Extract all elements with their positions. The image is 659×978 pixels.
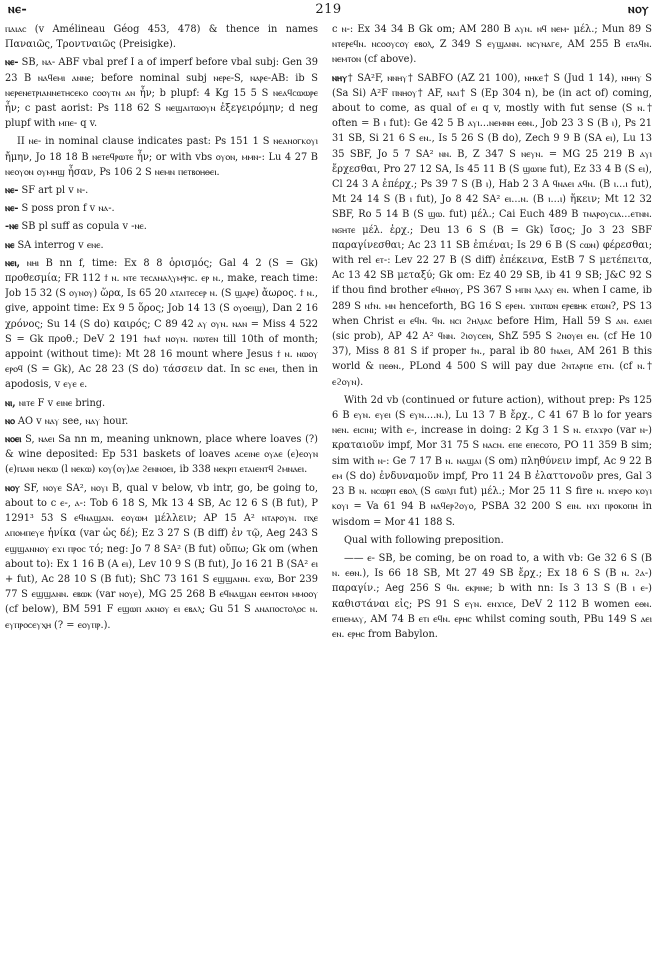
entry-text: II ⲛⲉ- in nominal clause indicates past: Ps 151 1 S ⲛⲉⲁⲛⲟⲅⲕⲟⲩⲓ ἤμην, Jo 18 18 B ⲛⲉⲧⲉϥⲣⲱⲧⲉ ἦν; or with vbs ⲟⲩⲟⲛ, ⲙⲙⲛ-: Lu 4 27 B ⲛⲉⲟⲩⲟⲛ ⲟⲩⲙⲏϣ ἦσαν, Ps 106 2 S ⲛⲉⲙⲛ ⲡⲉⲧⲃⲟⲏⲑⲉⲓ. — [5, 136, 318, 178]
entry-headword: ⲛⲟⲩ — [5, 482, 20, 494]
page-header — [8, 0, 649, 20]
entry-text: SF art pl v ⲛ-. — [18, 185, 89, 197]
entry-text: SB, ⲛⲁ- ABF vbal pref I a of imperf before vbal subj: Gen 39 23 B ⲛⲁϥⲉⲙⲓ ⲁⲛⲛⲉ; before nominal subj ⲛⲉⲣⲉ-S, ⲛⲁⲣⲉ-AB: ib S ⲛⲉⲣⲉⲛⲉⲧⲣⲓⲁⲛⲛⲉⲧⲏⲥⲉⲕⲟ ⲥⲟⲟⲩⲧⲛ ⲁⲛ ἦν; b plupf: 4 Kg 15 5 S ⲛⲉⲁϥⲥⲱⲱⲣⲉ ἦν; c past aorist: Ps 118 62 S ⲛⲉϣⲁⲓⲧⲱⲟⲩⲛ ἐξεγειρόμην; d neg plupf with ⲙⲡⲉ- q v. — [5, 57, 318, 130]
entry-text: Qual with following preposition. — [344, 534, 504, 546]
entry-text: ⲛⲓⲧⲉ F v ⲉⲓⲛⲉ bring. — [15, 397, 106, 409]
dictionary-entry — [5, 55, 318, 131]
entry-headword: ⲛⲓ, — [5, 397, 16, 409]
entry-text: AO v ⲛⲁⲩ see, ⲛⲁⲩ hour. — [14, 415, 129, 427]
entry-headword: ⲛⲟ — [5, 415, 15, 427]
entry-text: SF, ⲛⲟⲩⲉ SA², ⲛⲟⲩⲓ B, qual v below, vb intr, go, be going to, about to c ⲉ-, ⲁ-: Tob 6 18 S, Mk 13 4 SB, Ac 12 6 S (B fut), P 1291³ 53 S ⲉϥⲛⲁϣⲁⲛ. ⲉⲟⲩⲱⲙ μέλλειν; AP 15 A² ⲛⲧⲁⲣⲟⲩⲛ. ⲡⲭⲉ ⲁⲡⲟⲙⲡⲉⲩⲉ ἡνίκα (var ὡς δέ); Ez 3 27 S (B diff) ἐν τῷ, Aeg 243 S ⲉϣϣⲁⲛⲛⲟⲩ ⲉϫⲓ ⲡⲣⲟⲥ τό; neg: Jo 7 8 SA² (B fut) οὔπω; Gk om (when about to): Ex 1 16 B (A ⲉⲓ), Lev 10 9 S (B fut), Jo 16 21 B (SA² ⲉⲓ + fut), Ac 28 10 S (B fut); ShC 73 161 S ⲉϣϣⲁⲛⲛ. ⲉϫⲱ, Bor 239 77 S ⲉϣϣⲁⲛⲛ. ⲉⲃⲱⲕ (var ⲛⲟⲩⲉ), MG 25 268 B ⲉϥⲛⲁϣⲁⲛ ⲉⲉⲙⲧⲟⲛ ⲙⲙⲟⲟⲩ (cf below), BM 591 F ⲉϣⲱⲡ ⲁⲕⲛⲟⲩ ⲉⲓ ⲉⲃⲁⲗ; Gu 51 S ⲁⲛⲁⲡⲟⲥⲧⲟⲗⲟⲥ ⲛ. ⲉⲩⲡⲣⲟⲥⲉⲩⲭⲏ (? = ⲉⲟⲩⲡⲣ.). — [5, 482, 318, 631]
entry-headword: ⲛⲉ- — [5, 57, 19, 69]
dictionary-entry — [332, 533, 652, 548]
dictionary-entry — [332, 551, 652, 642]
entry-headword: ⲛⲉ- — [5, 185, 19, 197]
entry-text: ⲛⲏⲓ B nn f, time: Ex 8 8 ὁρισμός; Gal 4 2 (S = Gk) προθεσμία; FR 112 ϯ ⲛ. ⲛⲧⲉ ⲧⲉⲥⲁⲛⲁⲗⲩⲙⲯⲓⲥ. ⲉⲣ ⲛ., make, reach time: Job 15 32 (S ⲟⲩⲛⲟⲩ) ὥρα, Is 65 20 ⲁⲧⲁⲓⲧⲉⲥⲉⲣ ⲛ. (S ϣⲁⲣⲉ) ἄωρος. ϯ ⲛ., give, appoint time: Ex 9 5 ὅρος; Job 14 13 (S ⲟⲩⲟⲉⲓϣ), Dan 2 16 χρόνος; Su 14 (S do) καιρός; C 89 42 ⲁⲩ ⲟⲩⲛ. ⲛⲁⲛ = Miss 4 522 S = Gk προθ.; DeV 2 191 ϯⲛⲁϯ ⲛⲟⲩⲛ. ⲡⲱⲧⲉⲛ till 10th of month; appoint (without time): Mt 28 16 mount where Jesus ϯ ⲛ. ⲛⲱⲟⲩ ⲉⲣⲟϥ (S = Gk), Ac 28 23 (S do) τάσσειν dat. In sc ⲉⲛⲉⲓ, then in apodosis, v ⲉⲩⲉ ⲉ. — [5, 257, 318, 391]
dictionary-entry — [5, 481, 318, 633]
right-column — [332, 22, 652, 974]
dictionary-entry — [5, 396, 318, 411]
dictionary-entry — [5, 22, 318, 52]
dictionary-entry — [332, 22, 652, 68]
entry-headword: ⲛⲉⲓ, — [5, 257, 21, 269]
dictionary-entry — [5, 256, 318, 393]
dictionary-entry — [5, 432, 318, 478]
entry-text: With 2d vb (continued or future action), without prep: Ps 125 6 B ⲉⲩⲛ. ⲉⲩⲉⲓ (S ⲉⲩⲛ....ⲛ.), Lu 13 7 B ἔρχ., C 41 67 B lo for years ⲛⲉⲛ. ⲉⲓⲥⲓⲛⲓ; with ⲉ-, increase in doing: 2 Kg 3 1 S ⲛ. ⲉⲧⲁϫⲣⲟ (var ⲛ-) κραταιοῦν impf, Mor 31 75 S ⲛⲁⲥⲛ. ⲉⲡⲉ ⲉⲡⲉⲥⲟⲧⲟ, PO 11 359 B sim; sim with ⲛ-: Ge 7 17 B ⲛ. ⲛⲁϣⲁⲓ (S om) πληθύνειν impf, Ac 9 22 B ⲉⲙ (S do) ἐνδυναμοῦν impf, Pro 11 24 B ἐλαττονοῦν pres, Gal 3 23 B ⲛ. ⲛⲥⲱⲣⲡ ⲉⲃⲟⲗ (S ϭⲱⲗⲡ fut) μέλ.; Mor 25 11 S fire ⲛ. ⲛϫⲉⲣⲟ ⲕⲟⲩⲓ ⲕⲟⲩⲓ = Va 61 94 B ⲛⲁϥⲉⲣϩⲟⲩⲟ, PSBA 32 200 S ⲉⲓⲛ. ⲛϫⲓ ⲡⲣⲟⲕⲟⲡⲏ in wisdom = Mor 41 188 S. — [332, 394, 652, 528]
entry-text: † SA²F, ⲛⲛⲏⲩ† SABFO (AZ 21 100), ⲛⲏⲕⲉ† S (Jud 1 14), ⲛⲏⲏⲩ S (Sa Si) A²F ⲡⲛⲏⲟⲩ† AF, ⲛⲁⲓ† S (Ep 304 n), be (in act of) coming, about to come, as qual of ⲉⲓ q v, mostly with fut sense (S ⲛ.† often = B ⲓ fut): Ge 42 5 B ⲁⲩⲓ...ⲛⲉⲙⲛⲏ ⲉⲑⲛ., Job 23 3 S (B ⲓ), Ps 21 31 SB, Si 21 6 S ⲉⲛ., Is 5 26 S (B do), Zech 9 9 B (SA ⲉⲓ), Lu 13 35 SBF, Jo 5 7 SA² ⲛⲛ. B, Z 347 S ⲛⲉⲩⲛ. = MG 25 219 B ⲁⲩⲓ ἔρχεσθαι, Pro 27 12 SA, Is 45 11 B (S ϣⲱⲡⲉ fut), Ez 33 4 B (S ⲉⲓ), Cl 24 3 A ἐπέρχ.; Ps 39 7 S (B ⲓ), Hab 2 3 A ϥⲛⲁⲉⲓ ⲁϥⲛ. (B ⲓ...ⲓ fut), Mt 24 14 S (B ⲓ fut), Jo 8 42 SA² ⲉⲓ...ⲛ. (B ⲓ...ⲓ) ἥκειν; Mt 12 32 SBF, Ro 5 14 B (S ϣⲱ. fut) μέλ.; Cai Euch 489 B ⲧⲛⲁⲣⲟⲩⲥⲓⲁ...ⲉⲧⲛⲛ. ⲛϭⲏⲧⲉ μέλ. ἐρχ.; Deu 13 6 S (B = Gk) ἴσος; Jo 3 23 SBF παραγίνεσθαι; Ac 23 11 SB ἐπιέναι; Is 29 6 B (S ⲥⲱⲛ) φέρεσθαι; with rel ⲉⲧ-: Lev 22 27 B (S diff) ἐπέκεινα, EstB 7 S μετέπειτα, Ac 13 42 SB μεταξύ; Gk om: Ez 40 29 SB, ib 41 9 SB; J&C 92 S if thou find brother ⲉϥⲛⲏⲟⲩ, PS 367 S ⲙⲡⲛ ⲗⲁⲁⲩ ⲉⲛ. when I came, ib 289 S ⲛϯⲛ. ⲙⲛ henceforth, BG 16 S ⲉⲣⲉⲛ. ϫⲓⲛⲧⲱⲛ ⲉⲣⲉⲃⲏⲕ ⲉⲧⲱⲛ?, PS 13 when Christ ⲉⲓ ⲉϥⲛ. ϥⲛ. ⲛⲥⲓ ϩⲏⲗⲓⲁⲥ before Him, Hall 59 S ⲁⲛ. ⲉⲁⲓⲉⲓ (sic prob), AP 42 A² ϥⲛⲛ. ϩⲓⲟⲩⲥⲉⲛ, ShZ 595 S ϩⲛⲟⲩⲉⲓ ⲉⲛ. (cf He 10 37), Miss 8 81 S if proper ϯⲛ., paral ib 80 ϯⲛⲁⲉⲓ, AM 261 B this world & ⲡⲉⲑⲛ., PLond 4 500 S will pay due ϩⲛⲧⲁⲣⲡⲉ ⲉⲧⲛ. (cf ⲛ.† ⲉϩⲟⲩⲛ). — [332, 72, 652, 388]
entry-headword: ⲛⲉ — [5, 239, 15, 251]
dictionary-entry — [332, 393, 652, 530]
dictionary-entry — [5, 134, 318, 180]
entry-headword: ⲛⲏⲩ — [332, 72, 348, 84]
dictionary-entry — [5, 201, 318, 216]
entry-text: SA interrog v ⲉⲛⲉ. — [14, 239, 104, 251]
entry-text: S, ⲛⲁⲉⲓ Sa nn m, meaning unknown, place where loaves (?) & wine deposited: Ep 531 baskets of loaves ⲁⲥⲉⲓⲛⲉ ⲟⲩⲁⲉ (ⲉ)ⲉⲟⲩⲛ (ⲉ)ⲡⲁⲛⲓ ⲛⲉⲕⲱ (l ⲛⲉⲕⲱ) ⲕⲟⲩ(ⲟⲩ)ⲁⲉ ϩⲉⲛⲛⲟⲉⲓ, ib 338 ⲛⲉⲕⲣⲡ ⲉⲧⲁⲓⲉⲛⲧϥ ϩⲙⲛⲁⲉⲓ. — [5, 434, 318, 476]
dictionary-entry — [5, 414, 318, 429]
entry-headword: ⲛⲉ- — [5, 203, 19, 215]
dictionary-entry — [5, 183, 318, 198]
header-left-guideword: ⲛⲉ- — [8, 2, 28, 17]
entry-headword: -ⲛⲉ — [5, 221, 19, 233]
entry-text: S poss pron f v ⲛⲁ-. — [18, 203, 115, 215]
header-right-guideword: ⲛⲟⲩ — [628, 2, 649, 17]
dictionary-entry — [5, 219, 318, 234]
entry-text: ⲡⲁⲓⲁⲥ (v Amélineau Géog 453, 478) & thence in names Παναιῶς, Τροντναιῶς (Preisigke). — [5, 24, 318, 51]
entry-text: —— ⲉ- SB, be coming, be on road to, a with vb: Ge 32 6 S (B ⲛ. ⲉⲑⲛ.), Is 66 18 SB, Mt 27 49 SB ἔρχ.; Ex 18 6 S (B ⲛ. ϩⲁ-) παραγίν.; Aeg 256 S ϥⲛ. ⲉⲕⲣⲓⲛⲉ; b with nn: Is 3 13 S (B ⲓ ⲉ-) καθιστάναι εἰς; PS 91 S ⲉⲩⲛ. ⲉⲛϫⲓⲥⲉ, DeV 2 112 B women ⲉⲑⲛ. ⲉⲡⲓⲉⲙⲁⲩ, AM 74 B ⲉⲧⲓ ⲉϥⲛ. ⲉⲣⲏⲥ whilst coming south, PBu 149 S ⲁⲉⲓ ⲉⲛ. ⲉⲣⲏⲥ from Babylon. — [332, 552, 652, 640]
left-column — [5, 22, 318, 974]
entry-text: SB pl suff as copula v -ⲛⲉ. — [18, 221, 147, 233]
page-number: 219 — [315, 2, 342, 17]
dictionary-entry — [5, 238, 318, 253]
entry-headword: ⲛⲟⲉⲓ — [5, 434, 22, 446]
dictionary-entry — [332, 71, 652, 390]
entry-text: c ⲛ-: Ex 34 34 B Gk om; AM 280 B ⲁⲩⲛ. ⲛϥ ⲛⲉⲙ- μέλ.; Mun 89 S ⲛⲧⲉⲣⲉϥⲛ. ⲛⲥⲟⲟⲩⲥⲟⲩ ⲉⲃⲟⲗ, Z 349 S ⲉⲩϣⲁⲛⲛ. ⲛⲥⲩⲛⲁⲅⲉ, AM 255 B ⲉⲧⲁϥⲛ. ⲛⲉⲙⲧⲟⲛ (cf above). — [332, 24, 652, 66]
